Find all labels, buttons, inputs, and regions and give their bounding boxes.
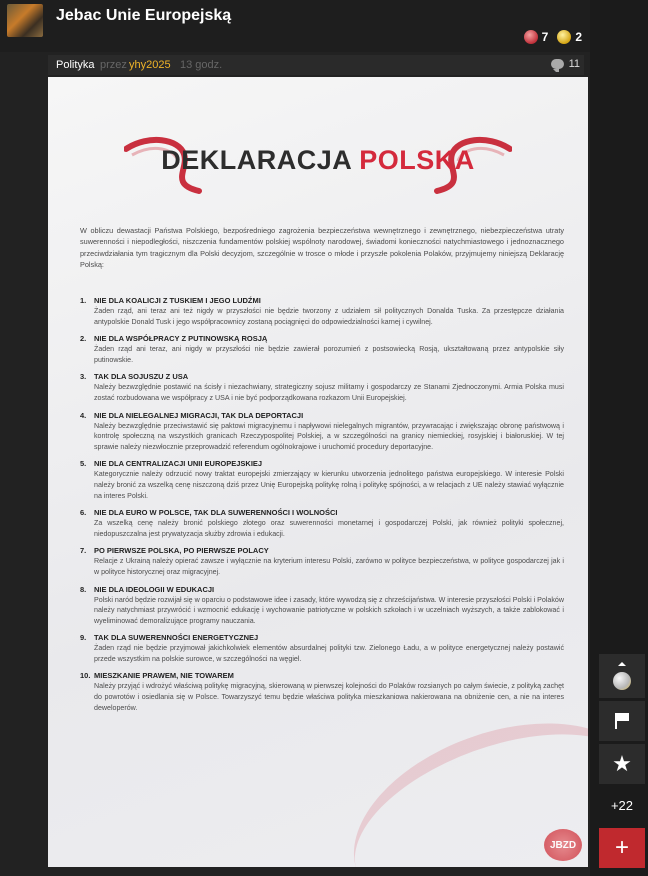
declaration-number: 2. bbox=[80, 334, 87, 344]
flag-icon bbox=[615, 713, 629, 729]
declaration-heading-text: NIE DLA CENTRALIZACJI UNII EUROPEJSKIEJ bbox=[94, 459, 263, 469]
declaration-heading bbox=[80, 670, 564, 681]
declaration-heading bbox=[80, 333, 564, 344]
declaration-item bbox=[80, 545, 564, 577]
declaration-number: 8. bbox=[80, 584, 87, 594]
declaration-item bbox=[80, 410, 564, 453]
category-link[interactable]: Polityka bbox=[56, 59, 95, 71]
comments-link[interactable] bbox=[551, 58, 580, 70]
comments-count: 11 bbox=[568, 58, 580, 70]
declaration-item bbox=[80, 295, 564, 327]
favorite-button[interactable] bbox=[599, 744, 645, 784]
declaration-heading bbox=[80, 295, 564, 306]
declaration-body: Należy przyjąć i wdrożyć właściwą politykę migracyjną, skierowaną w pierwszej kolejności do Polaków rozsianych po całym świecie, z polityką zachęt do powrotów i osiedlania się w Polsce. Towarzyszyć temu będzie właściwa polityka mieszkaniowa nakierowana na obniżenie cen, a nie na interes deweloperów. bbox=[94, 682, 564, 712]
post-time: 13 godz. bbox=[180, 59, 223, 71]
declaration-number: 5. bbox=[80, 459, 87, 469]
declaration-body: Żaden rząd nie będzie przyjmował jakichkolwiek elementów absurdalnej polityki tzw. Zielonego Ładu, a w polityce energetycznej należy postawić przede wszystkim na polskie surowce, w szczególności na węgiel. bbox=[94, 644, 564, 663]
coin-icon bbox=[613, 672, 631, 690]
declaration-body: Należy bezwzględnie postawić na ścisły i niezachwiany, strategiczny sojusz militarny i gospodarczy ze Stanami Zjednoczonymi. Armia Polska musi zostać rozbudowana we współpracy z USA i nie być podporządkowana rozkazom Unii Europejskiej. bbox=[94, 383, 564, 402]
post-header bbox=[0, 0, 590, 52]
declaration-body: Żaden rząd, ani teraz ani też nigdy w przyszłości nie będzie tworzony z udziałem sił politycznych Donalda Tuska. Za przestępcze działania antypolskie Donald Tusk i jego współpracownicy zostaną pociągnięci do odpowiedzialności karnej i cywilnej. bbox=[94, 307, 564, 326]
votes-gold-count: 2 bbox=[575, 30, 582, 44]
upvote-button[interactable] bbox=[599, 654, 645, 698]
declaration-item bbox=[80, 584, 564, 627]
declaration-body: Należy bezwzględnie przeciwstawić się paktowi migracyjnemu i napływowi nielegalnych migrantów, przywracając i zwiększając obronę państwową i kontrolę społeczną na wszystkich granicach Rzeczypospolitej Polskiej, a w szczególności na granicy niemieckiej, rosyjskiej i białoruskiej. W tej sprawie należy niezwłocznie przeprowadzić referendum ogólnokrajowe i uruchomić procedury deportacyjne. bbox=[94, 421, 564, 451]
declaration-heading-text: MIESZKANIE PRAWEM, NIE TOWAREM bbox=[94, 671, 234, 681]
declaration-item bbox=[80, 458, 564, 501]
declaration-heading bbox=[80, 545, 564, 556]
arrow-up-icon bbox=[618, 662, 626, 666]
declaration-number: 10. bbox=[80, 671, 91, 681]
declaration-body: Kategorycznie należy odrzucić nowy traktat europejski zmierzający w kierunku utworzenia jednolitego państwa europejskiego. W interesie Polski należy bronić za wszelką cenę niszczoną dziś przez Unię Europejską politykę rolną i politykę spójności, a w relacjach z UE należy stawiać wyłącznie na interes Polski. bbox=[94, 470, 564, 500]
declaration-heading-text: PO PIERWSZE POLSKA, PO PIERWSZE POLACY bbox=[94, 546, 269, 556]
declaration-heading bbox=[80, 371, 564, 382]
plus-button[interactable]: + bbox=[599, 828, 645, 868]
post-title[interactable]: Jebac Unie Europejską bbox=[56, 7, 232, 24]
declaration-list bbox=[80, 295, 564, 719]
declaration-heading bbox=[80, 584, 564, 595]
medal-gold-icon bbox=[557, 30, 571, 44]
votes-red-count: 7 bbox=[541, 30, 549, 44]
declaration-heading-text: NIE DLA NIELEGALNEJ MIGRACJI, TAK DLA DEPORTACJI bbox=[94, 410, 304, 420]
declaration-body: Żaden rząd ani teraz, ani nigdy w przyszłości nie będzie zawierał porozumień z postsowiecką Rosją, ukształtowaną przez antypolskie siły putinowskie. bbox=[94, 345, 564, 364]
star-icon: ★ bbox=[612, 751, 632, 776]
document-title-word1: DEKLARACJA bbox=[161, 145, 352, 175]
declaration-number: 9. bbox=[80, 633, 87, 643]
declaration-number: 4. bbox=[80, 410, 87, 420]
declaration-heading-text: NIE DLA IDEOLOGII W EDUKACJI bbox=[94, 584, 215, 594]
declaration-heading-text: TAK DLA SUWERENNOŚCI ENERGETYCZNEJ bbox=[94, 633, 259, 643]
declaration-number: 7. bbox=[80, 546, 87, 556]
report-button[interactable] bbox=[599, 701, 645, 741]
declaration-item bbox=[80, 632, 564, 664]
post-meta bbox=[48, 55, 584, 75]
post-thumbnail[interactable] bbox=[7, 4, 43, 37]
declaration-item bbox=[80, 333, 564, 365]
medal-red-icon bbox=[524, 30, 538, 44]
plus-count: +22 bbox=[599, 787, 645, 823]
document-title-word2: POLSKA bbox=[359, 145, 475, 175]
declaration-number: 1. bbox=[80, 296, 87, 305]
document-title bbox=[48, 145, 588, 176]
declaration-heading-text: NIE DLA EURO W POLSCE, TAK DLA SUWERENNOŚCI I WOLNOŚCI bbox=[94, 508, 338, 518]
post-image[interactable] bbox=[48, 77, 588, 867]
post-medals bbox=[524, 30, 582, 44]
declaration-body: Polski naród będzie rozwijał się w oparciu o podstawowe idee i zasady, które wywodzą się z chrześcijaństwa. W interesie przyszłości Polski i Polaków należy natychmiast przywrócić i wzmocnić edukację i wychowanie patriotyczne w polskich szkołach i w uczelniach wyższych, a także zablokować i wyeliminować demoralizujące programy nauczania. bbox=[94, 595, 564, 625]
by-label: przez bbox=[100, 59, 127, 71]
declaration-item bbox=[80, 371, 564, 403]
declaration-body: Za wszelką cenę należy bronić polskiego złotego oraz suwerenności monetarnej i gospodarczej Polski, jak również polityki społecznej, niedopuszczalna jest prywatyzacja służby zdrowia i edukacji. bbox=[94, 519, 564, 538]
declaration-number: 6. bbox=[80, 508, 87, 518]
comment-bubble-icon bbox=[551, 59, 564, 69]
author-link[interactable]: yhy2025 bbox=[129, 59, 171, 71]
declaration-heading bbox=[80, 632, 564, 643]
declaration-body: Relacje z Ukrainą należy opierać zawsze i wyłącznie na kryterium interesu Polski, zarówno w polityce bezpieczeństwa, w polityce gospodarczej jak i w polityce historycznej oraz migracyjnej. bbox=[94, 557, 564, 576]
watermark-logo: JBZD bbox=[544, 829, 582, 861]
document-intro: W obliczu dewastacji Państwa Polskiego, bezpośredniego zagrożenia bezpieczeństwa wewnętrznego i zewnętrznego, niebezpieczeństwa utraty suwerenności i niepodległości, niszczenia fundamentów polskiej wspólnoty narodowej, świadomi konieczności natychmiastowego i jednoznacznego przeciwdziałania tym tragicznym dla Polski decyzjom, szczególnie w trosce o młode i przyszłe pokolenia Polaków, przyjmujemy niniejszą Deklarację Polską: bbox=[80, 226, 564, 269]
declaration-heading bbox=[80, 410, 564, 421]
declaration-heading-text: NIE DLA KOALICJI Z TUSKIEM I JEGO LUDŹMI bbox=[94, 296, 261, 305]
declaration-heading-text: NIE DLA WSPÓŁPRACY Z PUTINOWSKĄ ROSJĄ bbox=[94, 334, 268, 344]
declaration-heading bbox=[80, 507, 564, 518]
declaration-item bbox=[80, 670, 564, 713]
declaration-number: 3. bbox=[80, 372, 87, 382]
declaration-item bbox=[80, 507, 564, 539]
declaration-heading bbox=[80, 458, 564, 469]
declaration-heading-text: TAK DLA SOJUSZU Z USA bbox=[94, 372, 189, 382]
